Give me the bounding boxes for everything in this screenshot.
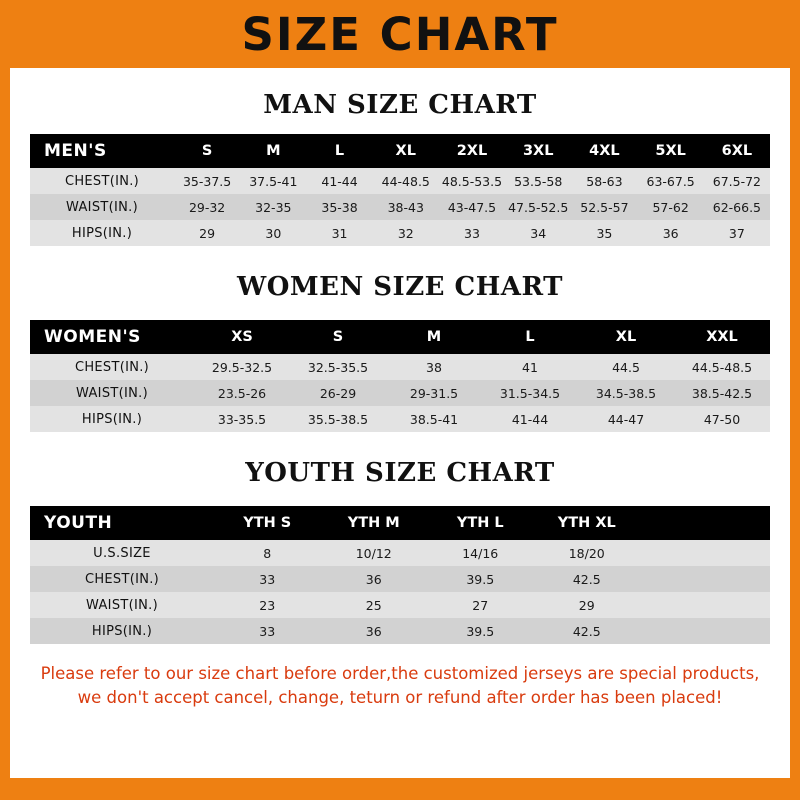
men-table-head	[30, 134, 770, 168]
men-cell-1-6: 52.5-57	[571, 194, 637, 220]
youth-header-label: YOUTH	[30, 506, 214, 540]
youth-cell-2-spacer	[640, 592, 770, 618]
youth-cell-2-0: 23	[214, 592, 321, 618]
women-cell-1-2: 29-31.5	[386, 380, 482, 406]
men-cell-0-1: 37.5-41	[240, 168, 306, 194]
youth-cell-3-1: 36	[321, 618, 428, 644]
women-size-col-4: XL	[578, 320, 674, 354]
men-cell-2-7: 36	[638, 220, 704, 246]
women-cell-0-5: 44.5-48.5	[674, 354, 770, 380]
youth-cell-1-spacer	[640, 566, 770, 592]
women-cell-2-0: 33-35.5	[194, 406, 290, 432]
men-header-label: MEN'S	[30, 134, 174, 168]
table-row	[30, 566, 770, 592]
women-size-col-0: XS	[194, 320, 290, 354]
footer-note	[20, 662, 780, 710]
youth-cell-0-0: 8	[214, 540, 321, 566]
youth-cell-0-1: 10/12	[321, 540, 428, 566]
women-header-label: WOMEN'S	[30, 320, 194, 354]
men-row-label-2: HIPS(IN.)	[30, 220, 174, 246]
women-cell-0-0: 29.5-32.5	[194, 354, 290, 380]
youth-table-head	[30, 506, 770, 540]
women-table-body	[30, 354, 770, 432]
men-cell-2-4: 33	[439, 220, 505, 246]
women-cell-2-5: 47-50	[674, 406, 770, 432]
section-youth	[30, 458, 770, 644]
youth-cell-1-3: 42.5	[534, 566, 641, 592]
table-row	[30, 380, 770, 406]
section-women	[30, 272, 770, 432]
women-size-col-2: M	[386, 320, 482, 354]
men-cell-1-8: 62-66.5	[704, 194, 770, 220]
footer-note-line2: we don't accept cancel, change, teturn or refund after order has been placed!	[77, 687, 723, 707]
women-size-col-1: S	[290, 320, 386, 354]
men-size-col-4: 2XL	[439, 134, 505, 168]
men-size-col-8: 6XL	[704, 134, 770, 168]
table-row	[30, 194, 770, 220]
table-row	[30, 406, 770, 432]
youth-cell-1-0: 33	[214, 566, 321, 592]
men-cell-2-6: 35	[571, 220, 637, 246]
youth-cell-3-3: 42.5	[534, 618, 641, 644]
section-title-youth: YOUTH SIZE CHART	[245, 458, 555, 488]
men-size-col-6: 4XL	[571, 134, 637, 168]
men-size-col-2: L	[306, 134, 372, 168]
youth-cell-2-3: 29	[534, 592, 641, 618]
men-cell-0-6: 58-63	[571, 168, 637, 194]
footer-note-line1: Please refer to our size chart before order,the customized jerseys are special products,	[40, 664, 760, 683]
youth-cell-0-spacer	[640, 540, 770, 566]
women-cell-2-4: 44-47	[578, 406, 674, 432]
table-row	[30, 168, 770, 194]
men-cell-0-0: 35-37.5	[174, 168, 240, 194]
table-row	[30, 354, 770, 380]
women-size-col-3: L	[482, 320, 578, 354]
women-cell-0-2: 38	[386, 354, 482, 380]
women-size-table	[30, 320, 770, 432]
youth-size-col-3: YTH XL	[534, 506, 641, 540]
women-table-head	[30, 320, 770, 354]
men-size-table	[30, 134, 770, 246]
table-row	[30, 540, 770, 566]
women-row-label-2: HIPS(IN.)	[30, 406, 194, 432]
men-row-label-0: CHEST(IN.)	[30, 168, 174, 194]
youth-size-table	[30, 506, 770, 644]
women-cell-1-4: 34.5-38.5	[578, 380, 674, 406]
women-cell-0-1: 32.5-35.5	[290, 354, 386, 380]
youth-table-body	[30, 540, 770, 644]
women-size-col-5: XXL	[674, 320, 770, 354]
table-header-row	[30, 134, 770, 168]
men-cell-2-8: 37	[704, 220, 770, 246]
men-cell-1-4: 43-47.5	[439, 194, 505, 220]
women-cell-0-3: 41	[482, 354, 578, 380]
women-row-label-0: CHEST(IN.)	[30, 354, 194, 380]
youth-size-col-1: YTH M	[321, 506, 428, 540]
women-cell-2-3: 41-44	[482, 406, 578, 432]
footer-band	[0, 778, 800, 800]
section-title-men: MAN SIZE CHART	[263, 90, 537, 120]
men-cell-2-2: 31	[306, 220, 372, 246]
youth-cell-0-2: 14/16	[427, 540, 534, 566]
women-row-label-1: WAIST(IN.)	[30, 380, 194, 406]
men-size-col-7: 5XL	[638, 134, 704, 168]
table-row	[30, 220, 770, 246]
table-row	[30, 592, 770, 618]
men-cell-2-5: 34	[505, 220, 571, 246]
men-cell-2-3: 32	[373, 220, 439, 246]
youth-cell-1-2: 39.5	[427, 566, 534, 592]
youth-cell-3-0: 33	[214, 618, 321, 644]
women-cell-1-3: 31.5-34.5	[482, 380, 578, 406]
youth-cell-2-1: 25	[321, 592, 428, 618]
section-title-women: WOMEN SIZE CHART	[237, 272, 563, 302]
youth-cell-3-spacer	[640, 618, 770, 644]
men-cell-0-2: 41-44	[306, 168, 372, 194]
men-cell-1-0: 29-32	[174, 194, 240, 220]
youth-cell-2-2: 27	[427, 592, 534, 618]
youth-row-label-0: U.S.SIZE	[30, 540, 214, 566]
header-band	[0, 0, 800, 68]
men-cell-1-3: 38-43	[373, 194, 439, 220]
table-row	[30, 618, 770, 644]
men-size-col-3: XL	[373, 134, 439, 168]
men-cell-0-5: 53.5-58	[505, 168, 571, 194]
youth-row-label-2: WAIST(IN.)	[30, 592, 214, 618]
men-size-col-0: S	[174, 134, 240, 168]
table-header-row	[30, 506, 770, 540]
youth-size-col-0: YTH S	[214, 506, 321, 540]
youth-row-label-3: HIPS(IN.)	[30, 618, 214, 644]
men-cell-1-5: 47.5-52.5	[505, 194, 571, 220]
men-table-body	[30, 168, 770, 246]
table-header-row	[30, 320, 770, 354]
men-cell-0-7: 63-67.5	[638, 168, 704, 194]
youth-size-col-2: YTH L	[427, 506, 534, 540]
women-cell-1-0: 23.5-26	[194, 380, 290, 406]
men-cell-1-1: 32-35	[240, 194, 306, 220]
men-cell-0-4: 48.5-53.5	[439, 168, 505, 194]
youth-cell-1-1: 36	[321, 566, 428, 592]
youth-size-col-spacer	[640, 506, 770, 540]
men-cell-1-2: 35-38	[306, 194, 372, 220]
men-cell-0-8: 67.5-72	[704, 168, 770, 194]
men-cell-0-3: 44-48.5	[373, 168, 439, 194]
youth-cell-0-3: 18/20	[534, 540, 641, 566]
women-cell-0-4: 44.5	[578, 354, 674, 380]
men-cell-1-7: 57-62	[638, 194, 704, 220]
men-row-label-1: WAIST(IN.)	[30, 194, 174, 220]
men-cell-2-0: 29	[174, 220, 240, 246]
youth-cell-3-2: 39.5	[427, 618, 534, 644]
women-cell-2-2: 38.5-41	[386, 406, 482, 432]
women-cell-1-5: 38.5-42.5	[674, 380, 770, 406]
men-cell-2-1: 30	[240, 220, 306, 246]
youth-row-label-1: CHEST(IN.)	[30, 566, 214, 592]
women-cell-2-1: 35.5-38.5	[290, 406, 386, 432]
section-men	[30, 90, 770, 246]
men-size-col-5: 3XL	[505, 134, 571, 168]
women-cell-1-1: 26-29	[290, 380, 386, 406]
men-size-col-1: M	[240, 134, 306, 168]
page-title: SIZE CHART	[241, 7, 559, 61]
